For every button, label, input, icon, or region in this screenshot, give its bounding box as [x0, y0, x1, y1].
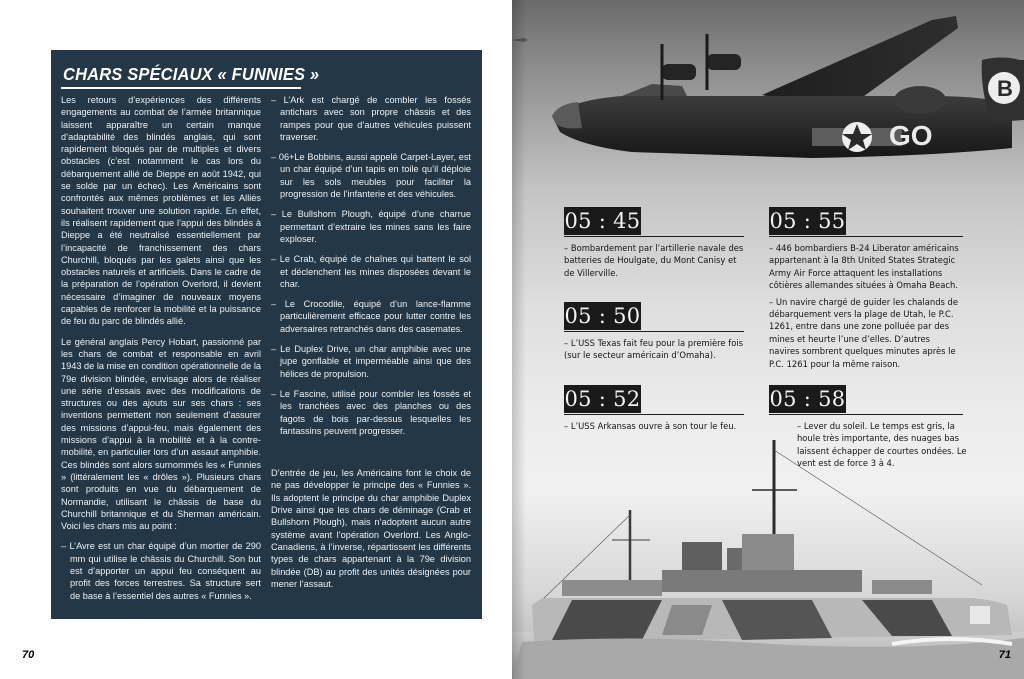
fuselage-code: GO [889, 120, 933, 151]
tank-list-item: – Le Crab, équipé de chaînes qui battent le sol et déclenchent les mines disposées devant le char. [271, 254, 471, 289]
right-page [512, 0, 1024, 679]
timeline-entry-0555 [769, 242, 963, 374]
time-badge-0550: 05 : 50 [564, 304, 641, 328]
timeline-entry-0552 [564, 420, 748, 436]
tail-letter: B [997, 76, 1013, 101]
badge-rule [769, 414, 963, 415]
tank-list-item: – L’Avre est un char équipé d’un mortier de 290 mm qui utilise le châssis du Churchill. Son but est d’apporter un appui feu conséquent au profit des forces terrestres. Sa structure sert de base à l’essentiel des autres « Funnies ». [61, 541, 261, 601]
badge-rule [564, 236, 744, 237]
funnies-sidebar-panel [51, 50, 482, 619]
badge-rule [564, 414, 744, 415]
entry-text: – 446 bombardiers B-24 Liberator américains appartenant à la 8th United States Strategic Army Air Force attaquent les installations côtières allemandes situées à Omaha Beach. [769, 243, 959, 291]
badge-rule [564, 331, 744, 332]
timeline-entry-0545 [564, 242, 746, 283]
title-rule [61, 87, 301, 89]
badge-rule [769, 236, 963, 237]
tank-list-item: – 06+Le Bobbins, aussi appelé Carpet-Layer, est un char équipé d’un tapis en toile qu’il déploie sur les sols meubles pour faciliter la progression de l’infanterie et des véhicules. [271, 152, 471, 200]
entry-text: – Un navire chargé de guider les chalands de débarquement vers la plage de Utah, le P.C. 1261, entre dans une zone polluée par des mines et heurte l’une d’elles. D’autres navires sombrent quelques minutes après le P.C. 1261 pour la même raison. [769, 296, 959, 369]
time-badge-0555: 05 : 55 [769, 209, 846, 233]
panel-title: CHARS SPÉCIAUX « FUNNIES » [63, 64, 320, 84]
entry-text: – L’USS Texas fait feu pour la première fois (sur le secteur américain d’Omaha). [564, 338, 744, 361]
tank-list-item: – Le Crocodile, équipé d’un lance-flamme particulièrement efficace pour lutter contre les adversaires retranchés dans des casemates. [271, 299, 471, 334]
gutter-shadow [512, 0, 526, 679]
tank-list-item: – L’Ark est chargé de combler les fossés antichars avec son propre châssis et des rampes pour que d’autres véhicules puissent traverser. [271, 95, 471, 142]
column-2 [271, 94, 471, 613]
panel-columns [61, 94, 472, 613]
time-badge-0545: 05 : 45 [564, 209, 641, 233]
tank-list-item: – Le Fascine, utilisé pour combler les fossés et les tranchées avec des planches ou des fagots de bois par-dessus lesquelles les fantassins peuvent progresser. [271, 388, 471, 436]
timeline-entry-0558 [797, 420, 967, 474]
paragraph: Les retours d’expériences des différents engagements au combat de l’armée britannique laissent apparaître un certain manque d’adaptabilité des blindés anglais, qui sont rapidement bloqués par de multiples et divers obstacles (c’est notamment le cas lors du débarquement allié de Dieppe en août 1942, qui se solde par un échec). Les Américains sont confrontés aux mêmes problèmes et les Alliés souhaitent trouver une solution rapide. En effet, ils réalisent rapidement que l’appui des blindés à Dieppe a été neutralisé essentiellement par l’incapacité de franchissement des chars Churchill, bloqués par les galets ainsi que les obstacles naturels et artificiels. Dans le cadre de la préparation de l’opération Overlord, il devient nécessaire d’imaginer de nouveaux moyens capables de renforcer la mobilité et la puissance de feu du parc de blindés allié. [61, 95, 261, 327]
tank-list-item: – Le Bullshorn Plough, équipé d’une charrue permettant d’extraire les mines sans les faire exploser. [271, 209, 471, 244]
entry-text: – L’USS Arkansas ouvre à son tour le feu. [564, 421, 737, 431]
paragraph: D’entrée de jeu, les Américains font le choix de ne pas développer le principe des « Funnies ». Ils adoptent le principe du char amphibie Duplex Drive ainsi que les chars de déminage (Crab et Bullshorn Plough), mais n’adoptent aucun autre système avant l’opération Overlord. Les Anglo-Canadiens, à l’inverse, répartissent les différents types de chars appartenant à la 79e division blindée (DB) au profit des unités désignées pour mener l’assaut. [271, 468, 471, 589]
entry-text: – Lever du soleil. Le temps est gris, la houle très importante, des nuages bas laissent échapper de courtes ondées. Le vent est de force 3 à 4. [797, 421, 967, 469]
b24-aircraft-photo [512, 0, 1024, 200]
page-number: 70 [22, 649, 35, 661]
timeline-entry-0550 [564, 337, 748, 366]
entry-text: – Bombardement par l’artillerie navale des batteries de Houlgate, du Mont Canisy et de Villerville. [564, 243, 744, 278]
paragraph: Le général anglais Percy Hobart, passionné par les chars de combat et responsable en avril 1943 de la mise en condition opérationnelle de la 79e division blindée, envisage alors de réaliser une série d’essais avec des modifications de structures ou des ajouts sur ses chars : ses inventions permettent non seulement d’assurer des missions d’appui-feu, mais également des missions d’appui à la mobilité et à la contre-mobilité, en particulier lors d’un assaut amphibie. Ces blindés sont alors surnommés les « Funnies » (littéralement les « drôles »). Plusieurs chars sont produits en vue du débarquement de Normandie, utilisant le châssis de base du Churchill britannique et du Sherman américain. Voici les chars mis au point : [61, 336, 261, 532]
tank-list-item: – Le Duplex Drive, un char amphibie avec une jupe gonflable et imperméable ainsi que des hélices de propulsion. [271, 344, 471, 379]
time-badge-0558: 05 : 58 [769, 387, 846, 411]
page-number: 71 [998, 649, 1011, 661]
column-1 [61, 94, 261, 613]
column-spacer [271, 445, 471, 467]
time-badge-0552: 05 : 52 [564, 387, 641, 411]
